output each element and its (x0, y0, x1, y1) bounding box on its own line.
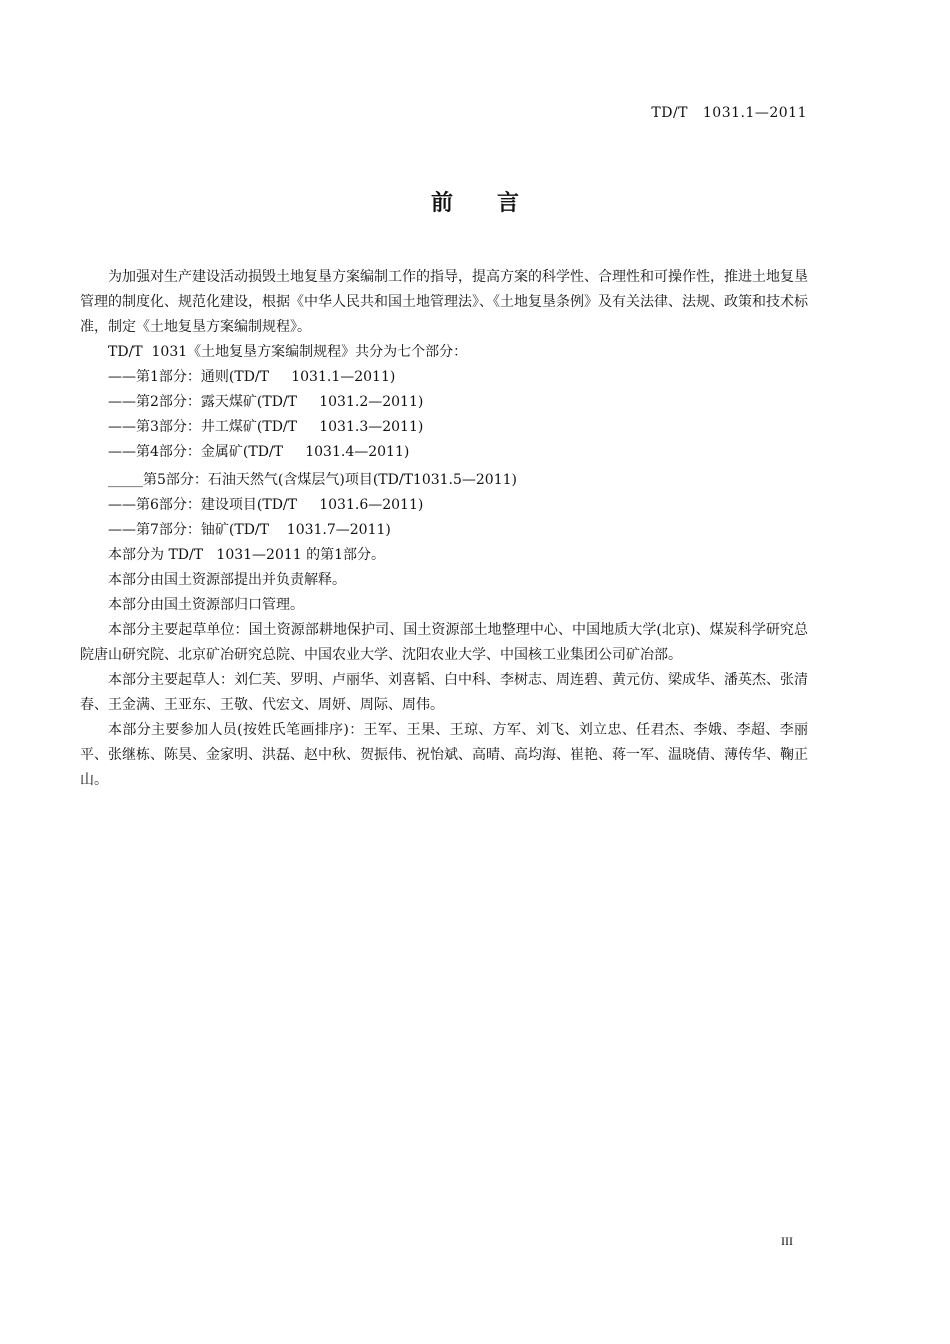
part-item-6: ——第6部分：建设项目(TD/T 1031.6—2011) (108, 497, 424, 513)
page-number: III (781, 1234, 793, 1248)
part-item-5: _____第5部分：石油天然气(含煤层气)项目(TD/T1031.5—2011) (108, 472, 517, 488)
part-item-4: ——第4部分：金属矿(TD/T 1031.4—2011) (108, 444, 410, 460)
drafting-units-paragraph: 本部分主要起草单位：国土资源部耕地保护司、国土资源部土地整理中心、中国地质大学(北京)、煤炭科学研究总院唐山研究院、北京矿冶研究总院、中国农业大学、沈阳农业大学、中国核工业集团公司矿冶部。 (80, 622, 808, 663)
participants-paragraph: 本部分主要参加人员(按姓氏笔画排序)：王军、王果、王琼、方军、刘飞、刘立忠、任君杰、李娥、李超、李丽平、张继栋、陈昊、金家明、洪磊、赵中秋、贺振伟、祝怡斌、高晴、高均海、崔艳、蒋一军、温晓倩、薄传华、鞠正山。 (80, 722, 808, 788)
statement-proposer: 本部分由国土资源部提出并负责解释。 (108, 572, 346, 588)
part-item-1: ——第1部分：通则(TD/T 1031.1—2011) (108, 369, 396, 385)
statement-management: 本部分由国土资源部归口管理。 (108, 597, 304, 613)
page-title: 前言 (430, 191, 563, 216)
part-item-7: ——第7部分：铀矿(TD/T 1031.7—2011) (108, 522, 391, 538)
part-item-2: ——第2部分：露天煤矿(TD/T 1031.2—2011) (108, 394, 424, 410)
statement-part-number: 本部分为 TD/T 1031—2011 的第1部分。 (108, 547, 386, 563)
foreword-body (80, 265, 808, 793)
part-item-3: ——第3部分：井工煤矿(TD/T 1031.3—2011) (108, 419, 424, 435)
standard-code: TD/T 1031.1—2011 (651, 105, 807, 121)
parts-intro: TD/T 1031《土地复垦方案编制规程》共分为七个部分： (108, 344, 468, 360)
drafters-paragraph: 本部分主要起草人：刘仁芙、罗明、卢丽华、刘喜韬、白中科、李树志、周连碧、黄元仿、梁成华、潘英杰、张清春、王金满、王亚东、王敬、代宏文、周妍、周际、周伟。 (80, 672, 808, 713)
intro-paragraph: 为加强对生产建设活动损毁土地复垦方案编制工作的指导，提高方案的科学性、合理性和可操作性，推进土地复垦管理的制度化、规范化建设，根据《中华人民共和国土地管理法》、《土地复垦条例》及有关法律、法规、政策和技术标准，制定《土地复垦方案编制规程》。 (80, 269, 808, 335)
